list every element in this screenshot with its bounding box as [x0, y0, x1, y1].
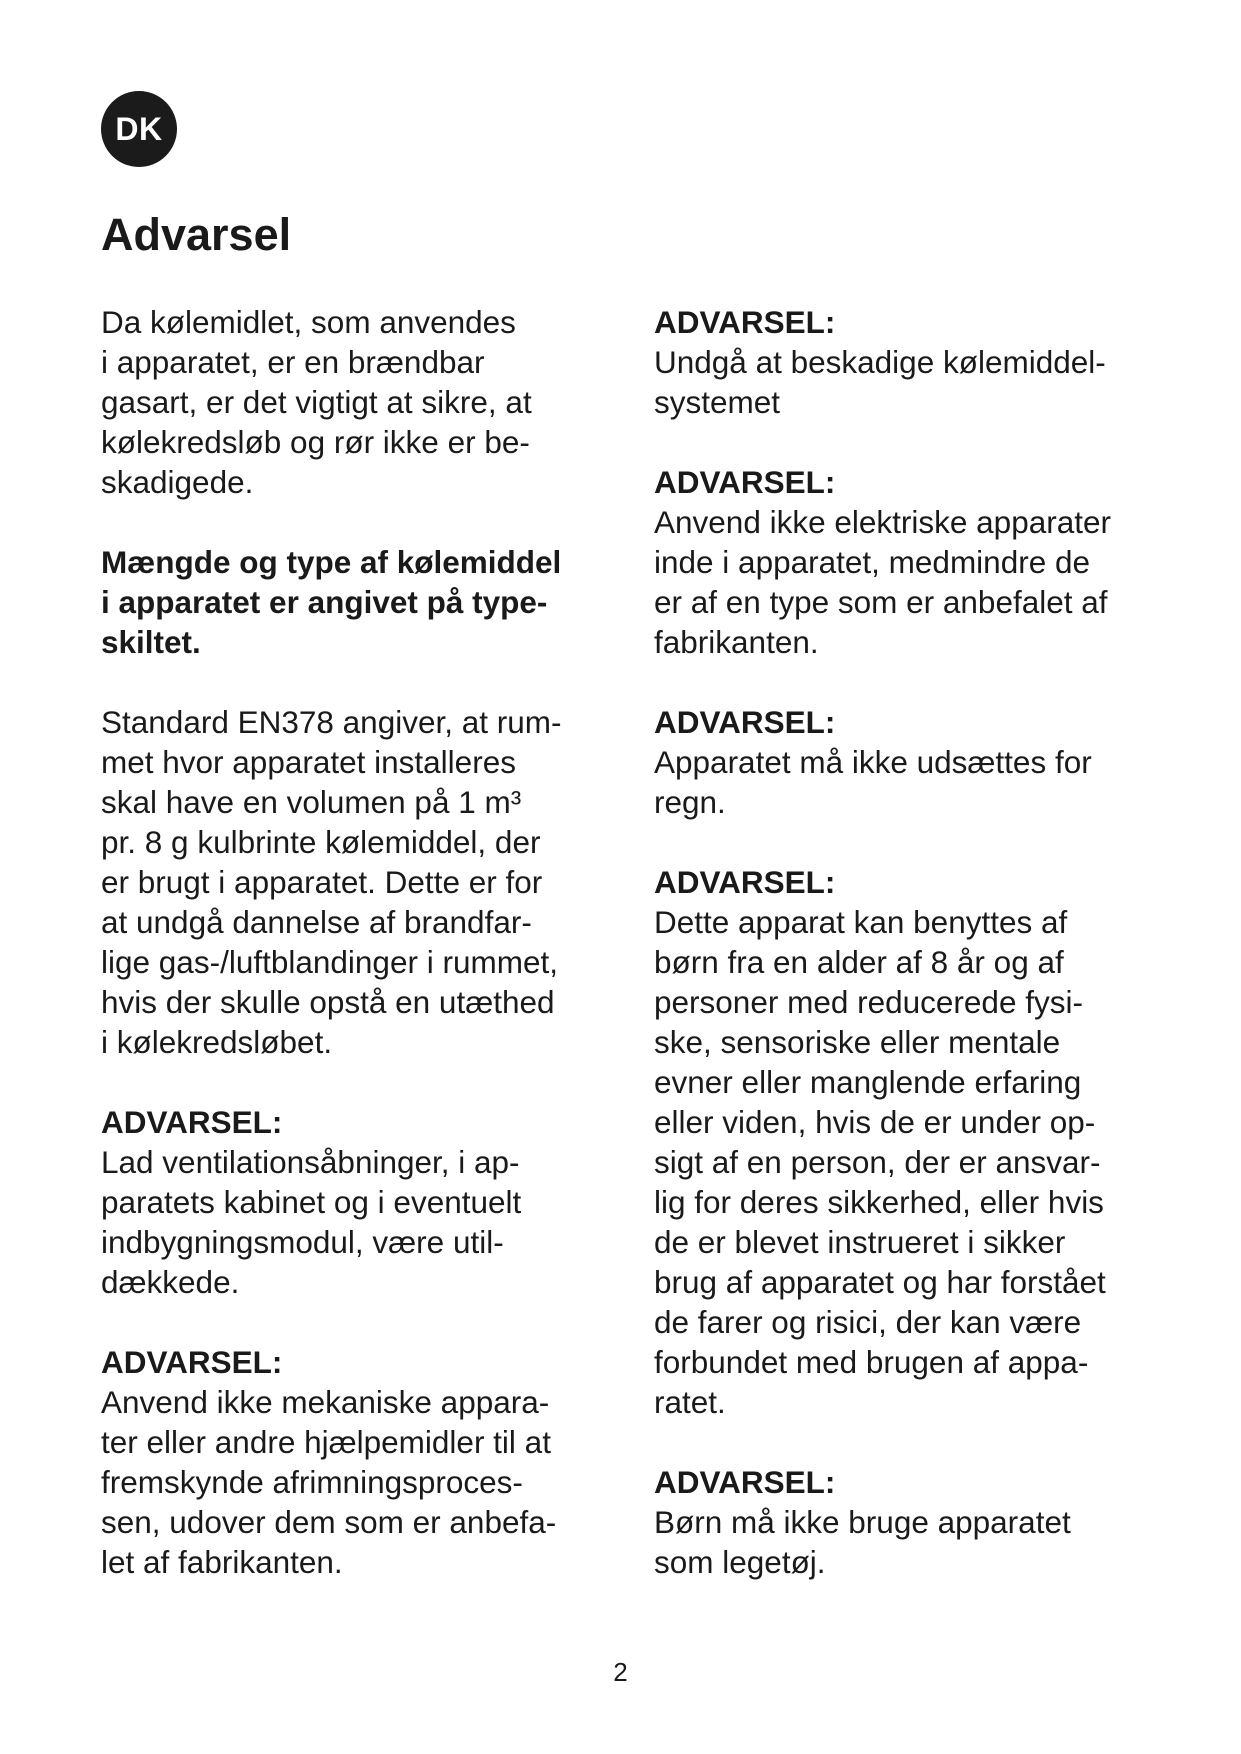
refrigerant-info-block: [101, 542, 621, 662]
warning-children-usage-block: [654, 862, 1174, 1422]
warning-label: ADVARSEL:: [101, 1104, 283, 1140]
warning-toy-block: [654, 1462, 1174, 1582]
warning-defrost-text: Anvend ikke mekaniske appara- ter eller andre hjælpemidler til at fremskynde afrimningsproces- sen, udover dem som er anbefa- let af fabrikanten.: [101, 1384, 557, 1580]
warning-label: ADVARSEL:: [654, 304, 836, 340]
warning-ventilation-text: Lad ventilationsåbninger, i ap- paratets kabinet og i eventuelt indbygningsmodul, være util- dækkede.: [101, 1144, 522, 1300]
intro-paragraph-block: [101, 302, 621, 502]
warning-toy-text: Børn må ikke bruge apparatet som legetøj.: [654, 1504, 1071, 1580]
warning-rain-block: [654, 702, 1174, 822]
page-title: Advarsel: [101, 209, 292, 260]
warning-rain-text: Apparatet må ikke udsættes for regn.: [654, 744, 1092, 820]
warning-children-usage-text: Dette apparat kan benyttes af børn fra en alder af 8 år og af personer med reducerede fysi- ske, sensoriske eller mentale evner eller manglende erfaring eller viden, hvis de er under op- sigt af en person, der er ansvar- lig for deres sikkerhed, eller hvis de er blevet instrueret i sikker brug af apparatet og har forstået de farer og risici, der kan være forbundet med brugen af appa- ratet.: [654, 904, 1106, 1420]
warning-label: ADVARSEL:: [654, 464, 836, 500]
left-column: [101, 302, 621, 1622]
language-badge: DK: [101, 91, 177, 167]
refrigerant-info-paragraph: Mængde og type af kølemiddel i apparatet er angivet på type- skiltet.: [101, 544, 562, 660]
warning-label: ADVARSEL:: [101, 1344, 283, 1380]
warning-label: ADVARSEL:: [654, 1464, 836, 1500]
warning-refrigerant-system-block: [654, 302, 1174, 422]
page-number: 2: [613, 1657, 628, 1687]
warning-electrical-text: Anvend ikke elektriske apparater inde i apparatet, medmindre de er af en type som er anbefalet af fabrikanten.: [654, 504, 1111, 660]
standard-en378-paragraph: Standard EN378 angiver, at rum- met hvor apparatet installeres skal have en volumen på 1 m³ pr. 8 g kulbrinte kølemiddel, der er brugt i apparatet. Dette er for at undgå dannelse af brandfar- lige gas-/luftblandinger i rummet, hvis der skulle opstå en utæthed i kølekredsløbet.: [101, 704, 562, 1060]
warning-electrical-block: [654, 462, 1174, 662]
warning-refrigerant-system-text: Undgå at beskadige kølemiddel- systemet: [654, 344, 1106, 420]
warning-label: ADVARSEL:: [654, 864, 836, 900]
warning-defrost-block: [101, 1342, 621, 1582]
standard-en378-block: [101, 702, 621, 1062]
right-column: [654, 302, 1174, 1622]
warning-label: ADVARSEL:: [654, 704, 836, 740]
intro-paragraph: Da kølemidlet, som anvendes i apparatet, er en brændbar gasart, er det vigtigt at sikre, at kølekredsløb og rør ikke er be- skadigede.: [101, 304, 532, 500]
warning-ventilation-block: [101, 1102, 621, 1302]
